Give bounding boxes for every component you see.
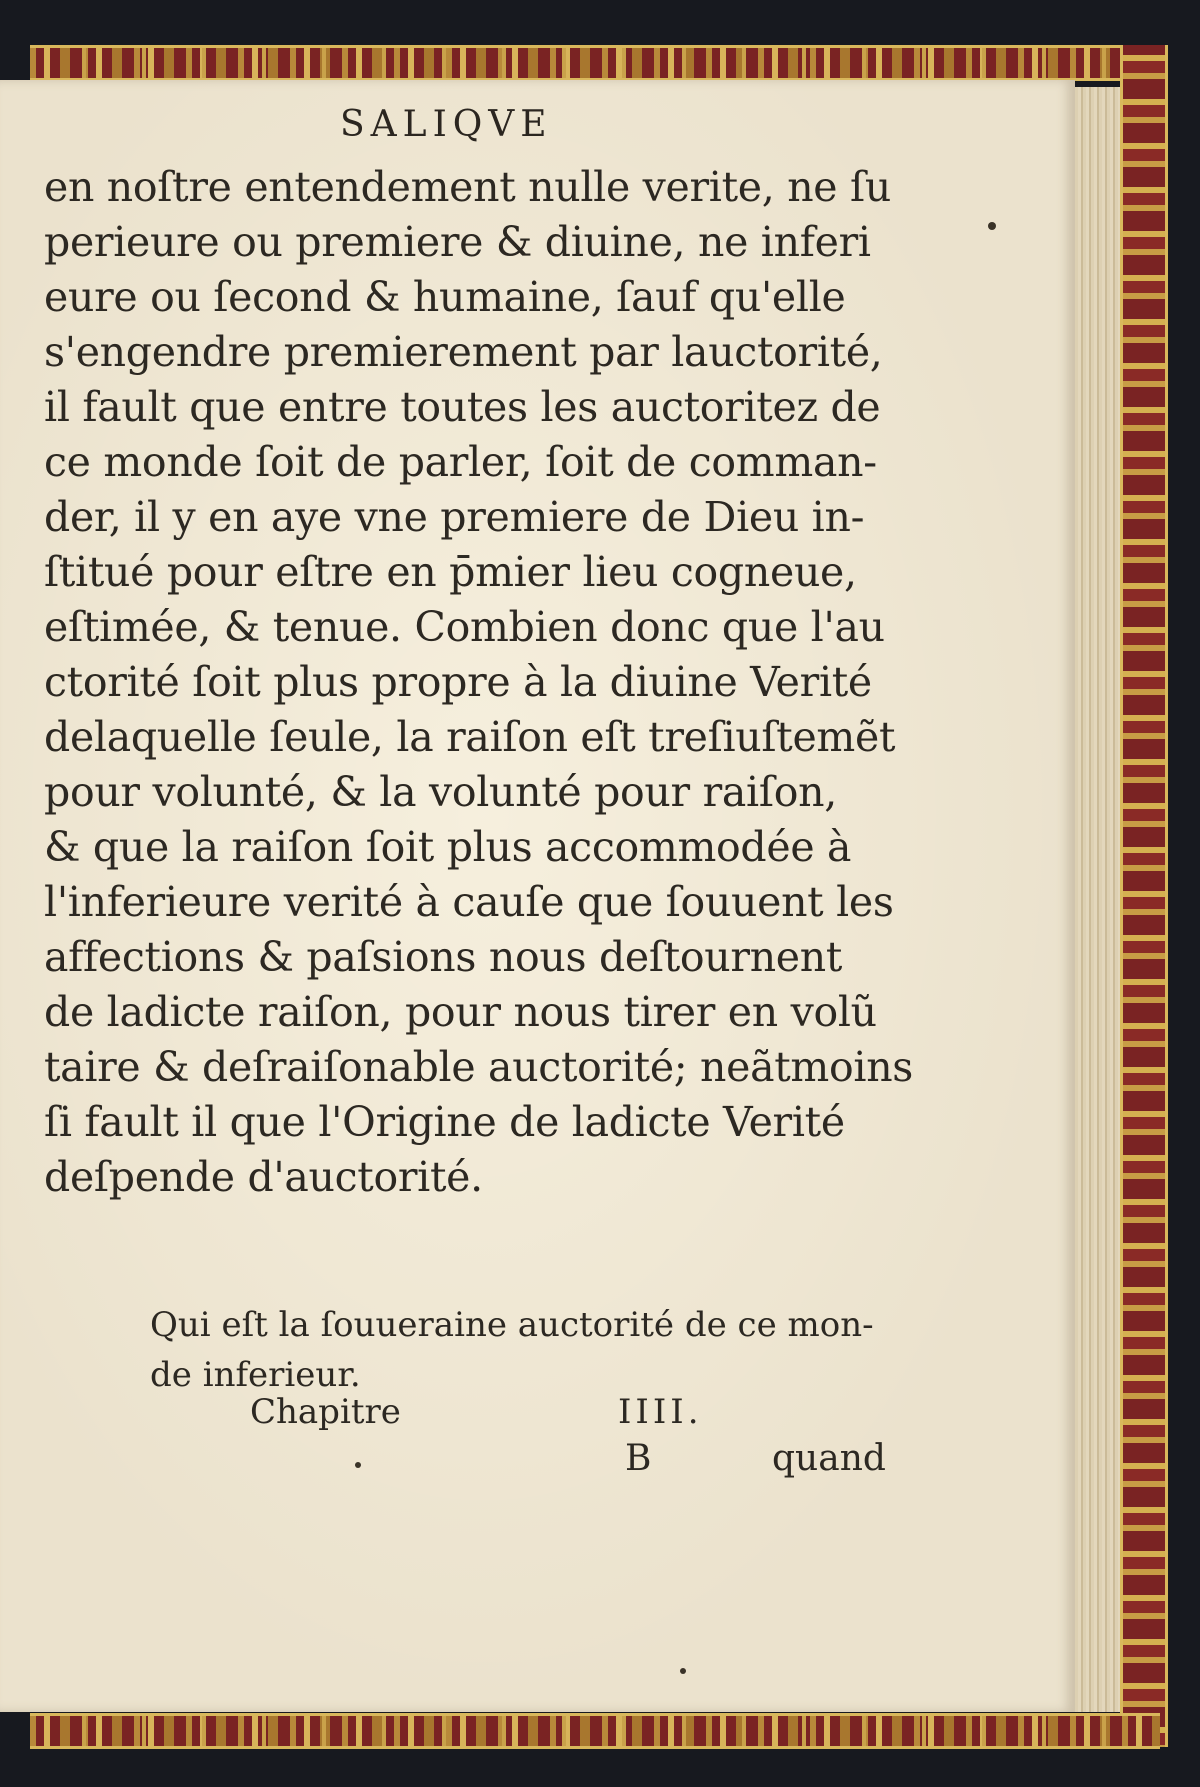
catchword: quand xyxy=(772,1438,886,1479)
chapter-heading xyxy=(150,1300,970,1400)
text-line: eſtimée, & tenue. Combien donc que l'au xyxy=(44,603,885,651)
text-line: pour volunté, & la volunté pour raiſon, xyxy=(44,768,837,816)
running-head: SALIQVE xyxy=(340,104,553,145)
text-line: ſi fault il que l'Origine de ladicte Verité xyxy=(44,1098,845,1146)
text-line: ſtitué pour eſtre en p̄mier lieu cogneue, xyxy=(44,548,857,596)
text-line: delaquelle ſeule, la raiſon eſt treſiuſtemẽt xyxy=(44,713,896,761)
gilt-border-top xyxy=(30,45,1160,81)
chapter-number: IIII. xyxy=(618,1392,703,1432)
text-line: s'engendre premierement par lauctorité, xyxy=(44,328,883,376)
text-line: affections & paſsions nous deſtournent xyxy=(44,933,843,981)
text-line: deſpende d'auctorité. xyxy=(44,1153,483,1201)
heading-line: de inferieur. xyxy=(150,1355,361,1395)
text-line: il fault que entre toutes les auctoritez de xyxy=(44,383,881,431)
text-line: perieure ou premiere & diuine, ne inferi xyxy=(44,218,871,266)
ink-speck xyxy=(355,1462,361,1468)
text-line: eure ou ſecond & humaine, ſauf qu'elle xyxy=(44,273,846,321)
ink-speck xyxy=(988,222,996,230)
gilt-border-right xyxy=(1120,45,1168,1747)
heading-line: Qui eſt la ſouueraine auctorité de ce mon- xyxy=(150,1305,874,1345)
body-text xyxy=(44,160,914,1205)
text-line: en noſtre entendement nulle verite, ne ſu xyxy=(44,163,891,211)
gilt-border-bottom xyxy=(30,1713,1160,1749)
text-line: taire & deſraiſonable auctorité; neãtmoins xyxy=(44,1043,914,1091)
text-line: & que la raiſon ſoit plus accommodée à xyxy=(44,823,852,871)
text-line: de ladicte raiſon, pour nous tirer en volũ xyxy=(44,988,877,1036)
chapter-label: Chapitre xyxy=(250,1392,401,1432)
text-line: ctorité ſoit plus propre à la diuine Verité xyxy=(44,658,872,706)
text-line: ce monde ſoit de parler, ſoit de comman- xyxy=(44,438,877,486)
signature-mark: B xyxy=(625,1438,652,1479)
ink-speck xyxy=(680,1668,686,1674)
text-line: l'inferieure verité à cauſe que ſouuent les xyxy=(44,878,894,926)
text-line: der, il y en aye vne premiere de Dieu in- xyxy=(44,493,865,541)
